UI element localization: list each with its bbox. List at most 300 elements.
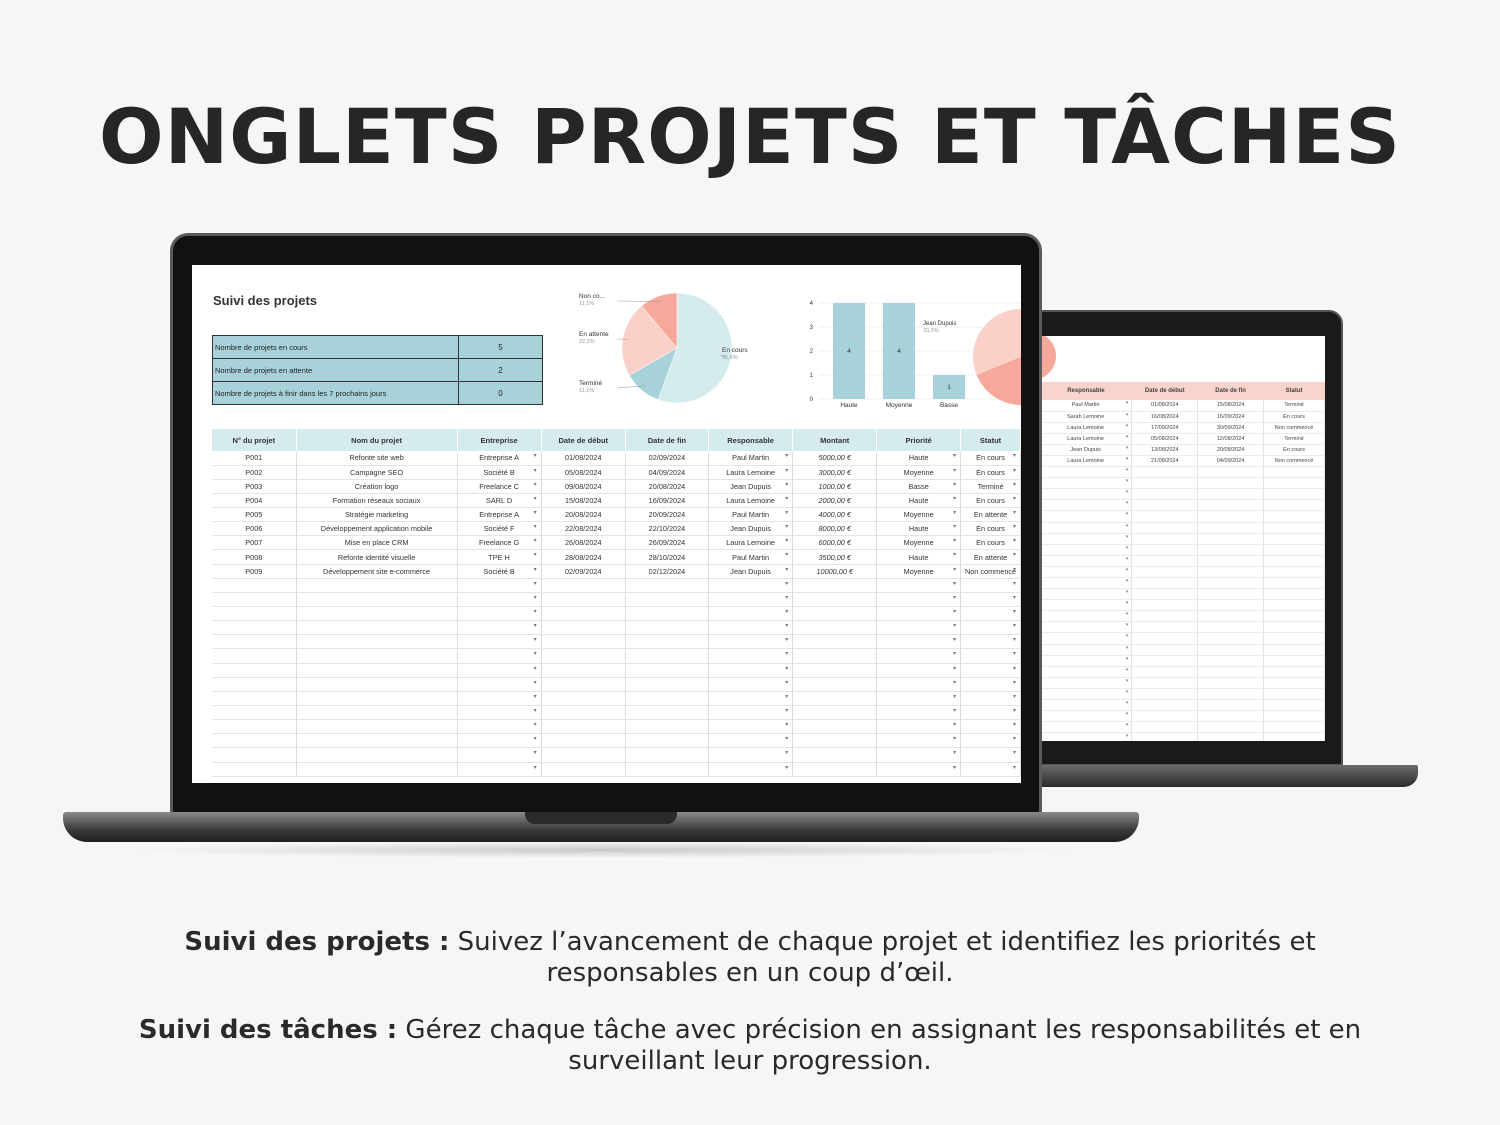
table-cell[interactable] — [793, 607, 877, 621]
table-cell[interactable] — [1264, 578, 1325, 589]
table-cell[interactable] — [793, 762, 877, 776]
table-cell[interactable]: 28/10/2024 — [625, 550, 708, 564]
table-cell[interactable] — [1040, 655, 1132, 666]
table-cell[interactable] — [708, 635, 792, 649]
table-cell[interactable] — [625, 607, 708, 621]
table-cell[interactable] — [1040, 600, 1132, 611]
table-cell[interactable] — [541, 578, 625, 592]
table-cell[interactable] — [1264, 633, 1325, 644]
table-cell[interactable]: P006 — [212, 522, 296, 536]
summary-value[interactable]: 0 — [459, 382, 543, 405]
table-cell[interactable]: 05/08/2024 — [1132, 433, 1198, 444]
table-cell[interactable] — [625, 706, 708, 720]
table-cell[interactable] — [541, 592, 625, 606]
table-cell[interactable]: Paul Martin ▾ — [708, 451, 792, 465]
table-cell[interactable]: 22/10/2024 — [625, 522, 708, 536]
table-cell[interactable] — [1132, 578, 1198, 589]
table-cell[interactable] — [296, 706, 457, 720]
table-cell[interactable] — [296, 734, 457, 748]
table-cell[interactable] — [1132, 544, 1198, 555]
table-cell[interactable]: Laura Lemoine ▾ — [1040, 422, 1132, 433]
table-cell[interactable]: Moyenne ▾ — [877, 564, 961, 578]
table-cell[interactable]: Freelance C ▾ — [457, 479, 541, 493]
summary-value[interactable]: 5 — [459, 336, 543, 359]
table-cell[interactable] — [1264, 733, 1325, 741]
table-cell[interactable] — [625, 663, 708, 677]
table-cell[interactable] — [296, 635, 457, 649]
table-cell[interactable]: 1000,00 € — [793, 479, 877, 493]
table-cell[interactable]: 13/08/2024 — [1132, 444, 1198, 455]
table-cell[interactable]: En cours ▾ — [961, 451, 1021, 465]
table-cell[interactable] — [877, 748, 961, 762]
column-header[interactable]: Nom du projet — [296, 429, 457, 451]
table-cell[interactable]: SARL D ▾ — [457, 493, 541, 507]
table-cell[interactable]: 02/09/2024 — [541, 564, 625, 578]
table-cell[interactable] — [877, 762, 961, 776]
table-cell[interactable] — [457, 592, 541, 606]
table-cell[interactable]: 05/08/2024 — [541, 465, 625, 479]
table-cell[interactable]: Création logo — [296, 479, 457, 493]
table-cell[interactable]: Non commencé ▾ — [961, 564, 1021, 578]
table-cell[interactable] — [793, 720, 877, 734]
table-cell[interactable] — [1198, 578, 1264, 589]
table-cell[interactable] — [212, 691, 296, 705]
table-cell[interactable] — [457, 663, 541, 677]
table-cell[interactable] — [1132, 677, 1198, 688]
table-cell[interactable] — [1040, 500, 1132, 511]
table-cell[interactable]: Terminé — [1264, 433, 1325, 444]
table-cell[interactable] — [961, 635, 1021, 649]
table-cell[interactable] — [1040, 566, 1132, 577]
table-cell[interactable]: 20/08/2024 — [1198, 444, 1264, 455]
table-cell[interactable] — [1040, 478, 1132, 489]
table-cell[interactable] — [1132, 700, 1198, 711]
column-header[interactable]: Statut — [1264, 382, 1325, 400]
table-cell[interactable]: Haute ▾ — [877, 522, 961, 536]
table-cell[interactable]: P003 — [212, 479, 296, 493]
table-cell[interactable] — [1264, 600, 1325, 611]
table-cell[interactable] — [625, 762, 708, 776]
table-cell[interactable] — [1132, 467, 1198, 478]
table-cell[interactable] — [625, 677, 708, 691]
table-cell[interactable] — [1198, 733, 1264, 741]
table-cell[interactable] — [793, 706, 877, 720]
summary-value[interactable]: 2 — [459, 359, 543, 382]
table-cell[interactable] — [1132, 733, 1198, 741]
table-cell[interactable]: 2000,00 € — [793, 493, 877, 507]
table-cell[interactable] — [1264, 566, 1325, 577]
table-cell[interactable] — [1264, 611, 1325, 622]
table-cell[interactable] — [877, 663, 961, 677]
table-cell[interactable] — [1132, 500, 1198, 511]
table-cell[interactable] — [541, 706, 625, 720]
table-cell[interactable] — [961, 677, 1021, 691]
table-cell[interactable] — [961, 663, 1021, 677]
table-cell[interactable]: 20/08/2024 — [541, 508, 625, 522]
table-cell[interactable] — [793, 734, 877, 748]
table-cell[interactable] — [1198, 478, 1264, 489]
table-cell[interactable] — [212, 607, 296, 621]
table-cell[interactable] — [1040, 589, 1132, 600]
table-cell[interactable]: Sarah Lemoine ▾ — [1040, 411, 1132, 422]
table-cell[interactable]: Campagne SEO — [296, 465, 457, 479]
table-cell[interactable] — [793, 677, 877, 691]
table-cell[interactable] — [457, 691, 541, 705]
table-cell[interactable] — [296, 578, 457, 592]
table-cell[interactable] — [1198, 655, 1264, 666]
column-header[interactable]: Priorité — [877, 429, 961, 451]
table-cell[interactable]: P001 — [212, 451, 296, 465]
table-cell[interactable]: Haute ▾ — [877, 550, 961, 564]
table-cell[interactable] — [708, 706, 792, 720]
column-header[interactable]: Responsable — [708, 429, 792, 451]
column-header[interactable]: Montant — [793, 429, 877, 451]
table-cell[interactable] — [1264, 655, 1325, 666]
table-cell[interactable] — [212, 762, 296, 776]
table-cell[interactable] — [1198, 622, 1264, 633]
column-header[interactable]: Responsable — [1040, 382, 1132, 400]
table-cell[interactable] — [1132, 655, 1198, 666]
table-cell[interactable]: 4000,00 € — [793, 508, 877, 522]
table-cell[interactable] — [1264, 722, 1325, 733]
table-cell[interactable] — [1264, 644, 1325, 655]
table-cell[interactable]: Moyenne ▾ — [877, 508, 961, 522]
table-cell[interactable] — [1040, 489, 1132, 500]
table-cell[interactable] — [457, 649, 541, 663]
table-cell[interactable] — [877, 592, 961, 606]
table-cell[interactable] — [1040, 711, 1132, 722]
table-cell[interactable] — [1198, 711, 1264, 722]
table-cell[interactable] — [457, 635, 541, 649]
table-cell[interactable] — [1132, 722, 1198, 733]
table-cell[interactable]: Freelance G ▾ — [457, 536, 541, 550]
table-cell[interactable]: Paul Martin ▾ — [708, 550, 792, 564]
table-cell[interactable] — [1040, 544, 1132, 555]
table-cell[interactable] — [541, 621, 625, 635]
table-cell[interactable] — [793, 621, 877, 635]
table-cell[interactable] — [1132, 622, 1198, 633]
table-cell[interactable] — [1198, 611, 1264, 622]
table-cell[interactable] — [1198, 666, 1264, 677]
table-cell[interactable] — [1132, 511, 1198, 522]
table-cell[interactable] — [793, 748, 877, 762]
table-cell[interactable] — [1040, 467, 1132, 478]
table-cell[interactable]: Basse ▾ — [877, 479, 961, 493]
table-cell[interactable] — [625, 691, 708, 705]
table-cell[interactable]: Refonte identité visuelle — [296, 550, 457, 564]
table-cell[interactable] — [296, 720, 457, 734]
table-cell[interactable] — [1040, 666, 1132, 677]
table-cell[interactable]: Société B ▾ — [457, 564, 541, 578]
table-cell[interactable] — [1040, 511, 1132, 522]
table-cell[interactable] — [1132, 589, 1198, 600]
table-cell[interactable] — [793, 691, 877, 705]
table-cell[interactable]: En attente ▾ — [961, 508, 1021, 522]
table-cell[interactable]: 3000,00 € — [793, 465, 877, 479]
table-cell[interactable] — [296, 649, 457, 663]
table-cell[interactable] — [625, 621, 708, 635]
table-cell[interactable] — [212, 677, 296, 691]
table-cell[interactable] — [1132, 478, 1198, 489]
table-cell[interactable]: 12/08/2024 — [1198, 433, 1264, 444]
table-cell[interactable]: Terminé ▾ — [961, 479, 1021, 493]
table-cell[interactable] — [1132, 533, 1198, 544]
table-cell[interactable]: P002 — [212, 465, 296, 479]
table-cell[interactable] — [1198, 544, 1264, 555]
column-header[interactable]: Date de fin — [625, 429, 708, 451]
table-cell[interactable]: Laura Lemoine ▾ — [1040, 433, 1132, 444]
table-cell[interactable] — [877, 734, 961, 748]
table-cell[interactable] — [1264, 489, 1325, 500]
table-cell[interactable]: 01/08/2024 — [1132, 400, 1198, 411]
table-cell[interactable]: P008 — [212, 550, 296, 564]
table-cell[interactable] — [1040, 688, 1132, 699]
table-cell[interactable]: Paul Martin ▾ — [708, 508, 792, 522]
table-cell[interactable] — [961, 691, 1021, 705]
table-cell[interactable]: 22/08/2024 — [541, 522, 625, 536]
table-cell[interactable] — [1264, 688, 1325, 699]
table-cell[interactable] — [541, 607, 625, 621]
column-header[interactable]: Date de fin — [1198, 382, 1264, 400]
table-cell[interactable] — [961, 578, 1021, 592]
table-cell[interactable] — [296, 677, 457, 691]
table-cell[interactable]: P004 — [212, 493, 296, 507]
table-cell[interactable]: 09/08/2024 — [541, 479, 625, 493]
table-cell[interactable] — [296, 607, 457, 621]
table-cell[interactable]: Mise en place CRM — [296, 536, 457, 550]
table-cell[interactable]: 10000,00 € — [793, 564, 877, 578]
table-cell[interactable] — [1040, 644, 1132, 655]
table-cell[interactable]: 15/08/2024 — [1198, 400, 1264, 411]
table-cell[interactable] — [296, 691, 457, 705]
table-cell[interactable]: Moyenne ▾ — [877, 536, 961, 550]
table-cell[interactable] — [1198, 555, 1264, 566]
column-header[interactable]: Statut — [961, 429, 1021, 451]
table-cell[interactable] — [877, 677, 961, 691]
table-cell[interactable]: Laura Lemoine ▾ — [1040, 455, 1132, 466]
table-cell[interactable] — [1198, 511, 1264, 522]
column-header[interactable]: Entreprise — [457, 429, 541, 451]
table-cell[interactable]: 5000,00 € — [793, 451, 877, 465]
table-cell[interactable] — [1198, 688, 1264, 699]
table-cell[interactable] — [1198, 500, 1264, 511]
table-cell[interactable] — [1132, 666, 1198, 677]
table-cell[interactable] — [1264, 622, 1325, 633]
table-cell[interactable]: 04/09/2024 — [1198, 455, 1264, 466]
table-cell[interactable] — [625, 592, 708, 606]
table-cell[interactable] — [541, 720, 625, 734]
table-cell[interactable]: P005 — [212, 508, 296, 522]
table-cell[interactable] — [212, 649, 296, 663]
table-cell[interactable] — [708, 621, 792, 635]
table-cell[interactable] — [961, 621, 1021, 635]
table-cell[interactable] — [212, 720, 296, 734]
table-cell[interactable] — [541, 635, 625, 649]
table-cell[interactable] — [541, 748, 625, 762]
table-cell[interactable]: 04/09/2024 — [625, 465, 708, 479]
table-cell[interactable] — [1040, 677, 1132, 688]
table-cell[interactable] — [1198, 566, 1264, 577]
table-cell[interactable]: Développement application mobile — [296, 522, 457, 536]
table-cell[interactable]: 01/08/2024 — [541, 451, 625, 465]
table-cell[interactable] — [877, 691, 961, 705]
table-cell[interactable] — [457, 677, 541, 691]
table-cell[interactable] — [296, 762, 457, 776]
table-cell[interactable]: 16/08/2024 — [1132, 411, 1198, 422]
table-cell[interactable] — [457, 621, 541, 635]
table-cell[interactable]: Non commencé — [1264, 422, 1325, 433]
table-cell[interactable]: 26/09/2024 — [625, 536, 708, 550]
table-cell[interactable]: Stratégie marketing — [296, 508, 457, 522]
table-cell[interactable] — [708, 607, 792, 621]
table-cell[interactable] — [1198, 489, 1264, 500]
table-cell[interactable] — [1264, 700, 1325, 711]
column-header[interactable]: Date de début — [1132, 382, 1198, 400]
table-cell[interactable] — [961, 607, 1021, 621]
table-cell[interactable]: En attente ▾ — [961, 550, 1021, 564]
table-cell[interactable] — [793, 578, 877, 592]
table-cell[interactable] — [1264, 677, 1325, 688]
table-cell[interactable] — [1040, 733, 1132, 741]
table-cell[interactable] — [1198, 522, 1264, 533]
table-cell[interactable] — [961, 762, 1021, 776]
table-cell[interactable] — [1264, 511, 1325, 522]
table-cell[interactable]: 16/09/2024 — [625, 493, 708, 507]
table-cell[interactable] — [1198, 533, 1264, 544]
table-cell[interactable] — [457, 734, 541, 748]
table-cell[interactable] — [1198, 633, 1264, 644]
table-cell[interactable]: Formation réseaux sociaux — [296, 493, 457, 507]
table-cell[interactable] — [1132, 555, 1198, 566]
table-cell[interactable] — [1198, 644, 1264, 655]
table-cell[interactable] — [457, 748, 541, 762]
table-cell[interactable]: Terminé — [1264, 400, 1325, 411]
table-cell[interactable] — [541, 677, 625, 691]
table-cell[interactable] — [1264, 533, 1325, 544]
table-cell[interactable] — [625, 578, 708, 592]
table-cell[interactable]: Jean Dupuis ▾ — [708, 479, 792, 493]
column-header[interactable]: N° du projet — [212, 429, 296, 451]
table-cell[interactable] — [1040, 622, 1132, 633]
table-cell[interactable] — [877, 720, 961, 734]
table-cell[interactable] — [1264, 555, 1325, 566]
table-cell[interactable]: P007 — [212, 536, 296, 550]
table-cell[interactable] — [877, 635, 961, 649]
table-cell[interactable] — [708, 720, 792, 734]
table-cell[interactable] — [708, 677, 792, 691]
table-cell[interactable] — [625, 734, 708, 748]
table-cell[interactable] — [541, 649, 625, 663]
table-cell[interactable] — [708, 663, 792, 677]
table-cell[interactable]: Paul Martin ▾ — [1040, 400, 1132, 411]
table-cell[interactable] — [708, 691, 792, 705]
table-cell[interactable]: En cours ▾ — [961, 465, 1021, 479]
table-cell[interactable]: 26/08/2024 — [541, 536, 625, 550]
table-cell[interactable] — [1132, 489, 1198, 500]
table-cell[interactable] — [1264, 589, 1325, 600]
table-cell[interactable]: 28/08/2024 — [541, 550, 625, 564]
table-cell[interactable] — [1132, 600, 1198, 611]
table-cell[interactable] — [793, 635, 877, 649]
table-cell[interactable]: Laura Lemoine ▾ — [708, 465, 792, 479]
table-cell[interactable] — [1132, 644, 1198, 655]
table-cell[interactable]: En cours ▾ — [961, 522, 1021, 536]
table-cell[interactable] — [961, 706, 1021, 720]
table-cell[interactable] — [457, 578, 541, 592]
table-cell[interactable] — [1264, 711, 1325, 722]
table-cell[interactable] — [708, 762, 792, 776]
table-cell[interactable] — [793, 592, 877, 606]
table-cell[interactable]: Laura Lemoine ▾ — [708, 493, 792, 507]
table-cell[interactable]: 17/09/2024 — [1132, 422, 1198, 433]
table-cell[interactable]: Non commencé — [1264, 455, 1325, 466]
table-cell[interactable] — [212, 663, 296, 677]
table-cell[interactable]: Refonte site web — [296, 451, 457, 465]
table-cell[interactable]: 8000,00 € — [793, 522, 877, 536]
table-cell[interactable]: 15/08/2024 — [541, 493, 625, 507]
table-cell[interactable] — [1264, 500, 1325, 511]
table-cell[interactable] — [212, 592, 296, 606]
table-cell[interactable] — [625, 635, 708, 649]
table-cell[interactable]: P009 — [212, 564, 296, 578]
table-cell[interactable] — [1040, 555, 1132, 566]
table-cell[interactable] — [1264, 522, 1325, 533]
table-cell[interactable] — [961, 649, 1021, 663]
table-cell[interactable] — [877, 649, 961, 663]
table-cell[interactable] — [212, 621, 296, 635]
table-cell[interactable]: TPE H ▾ — [457, 550, 541, 564]
table-cell[interactable] — [1132, 611, 1198, 622]
table-cell[interactable] — [1040, 578, 1132, 589]
table-cell[interactable] — [1132, 633, 1198, 644]
table-cell[interactable] — [625, 649, 708, 663]
table-cell[interactable] — [877, 621, 961, 635]
table-cell[interactable] — [1132, 522, 1198, 533]
table-cell[interactable] — [212, 706, 296, 720]
table-cell[interactable]: En cours — [1264, 411, 1325, 422]
table-cell[interactable]: En cours ▾ — [961, 493, 1021, 507]
table-cell[interactable]: En cours — [1264, 444, 1325, 455]
table-cell[interactable] — [1198, 600, 1264, 611]
table-cell[interactable] — [961, 748, 1021, 762]
table-cell[interactable] — [625, 748, 708, 762]
table-cell[interactable] — [708, 748, 792, 762]
table-cell[interactable]: 20/08/2024 — [625, 479, 708, 493]
table-cell[interactable] — [296, 621, 457, 635]
table-cell[interactable] — [457, 762, 541, 776]
table-cell[interactable]: Haute ▾ — [877, 451, 961, 465]
table-cell[interactable]: 21/08/2024 — [1132, 455, 1198, 466]
table-cell[interactable] — [1198, 700, 1264, 711]
table-cell[interactable] — [457, 706, 541, 720]
table-cell[interactable] — [1040, 522, 1132, 533]
table-cell[interactable] — [296, 663, 457, 677]
table-cell[interactable] — [1040, 700, 1132, 711]
table-cell[interactable] — [212, 734, 296, 748]
table-cell[interactable] — [1198, 722, 1264, 733]
table-cell[interactable] — [1264, 478, 1325, 489]
table-cell[interactable] — [212, 748, 296, 762]
table-cell[interactable] — [625, 720, 708, 734]
table-cell[interactable] — [1198, 589, 1264, 600]
table-cell[interactable] — [877, 607, 961, 621]
table-cell[interactable]: Société F ▾ — [457, 522, 541, 536]
table-cell[interactable]: 02/09/2024 — [625, 451, 708, 465]
table-cell[interactable] — [1264, 666, 1325, 677]
table-cell[interactable] — [541, 734, 625, 748]
table-cell[interactable]: 3500,00 € — [793, 550, 877, 564]
table-cell[interactable] — [708, 649, 792, 663]
